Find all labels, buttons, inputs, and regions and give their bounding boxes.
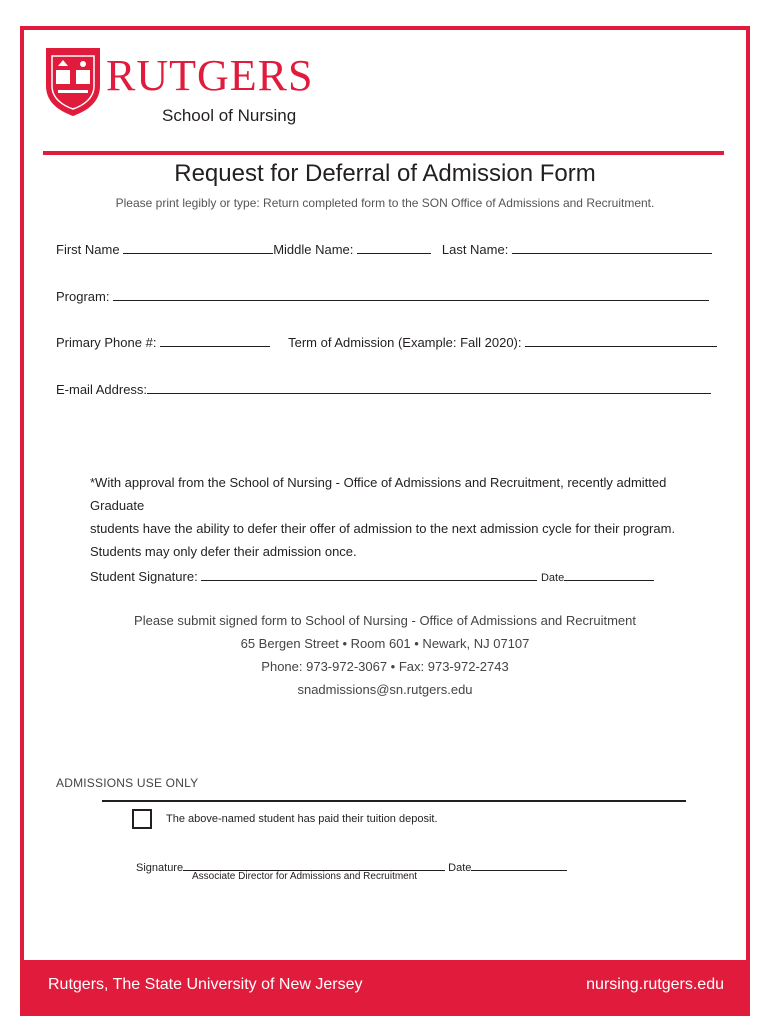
note-line: Students may only defer their admission once. <box>90 544 357 559</box>
email-label: E-mail Address: <box>56 382 148 397</box>
form-title: Request for Deferral of Admission Form <box>174 160 596 187</box>
middle-name-label: Middle Name: <box>273 242 354 257</box>
footer-bar <box>24 960 746 1012</box>
rutgers-shield-logo <box>44 46 102 118</box>
admissions-divider <box>102 800 686 802</box>
program-field[interactable] <box>113 287 709 301</box>
admin-date-field[interactable] <box>471 859 567 871</box>
footer-university: Rutgers, The State University of New Jersey <box>48 976 363 993</box>
tuition-deposit-checkbox[interactable] <box>132 809 152 829</box>
date-field[interactable] <box>564 567 654 581</box>
office-email[interactable]: snadmissions@sn.rutgers.edu <box>297 682 473 697</box>
school-name: School of Nursing <box>162 106 297 125</box>
term-field[interactable] <box>525 333 717 347</box>
student-signature-field[interactable] <box>201 567 537 581</box>
program-row <box>56 287 709 304</box>
name-row <box>56 240 712 257</box>
footer-website[interactable]: nursing.rutgers.edu <box>586 976 724 993</box>
admissions-use-only-label: ADMISSIONS USE ONLY <box>56 776 199 790</box>
rutgers-wordmark: RUTGERS <box>106 51 314 100</box>
last-name-label: Last Name: <box>441 242 509 257</box>
email-row <box>56 380 711 397</box>
admin-date-label: Date <box>448 862 472 874</box>
deferral-note <box>90 471 720 563</box>
admin-role: Associate Director for Admissions and Recruitment <box>192 871 418 882</box>
office-address: 65 Bergen Street • Room 601 • Newark, NJ 07107 <box>240 636 530 651</box>
term-label: Term of Admission (Example: Fall 2020): <box>288 335 522 350</box>
program-label: Program: <box>56 289 110 304</box>
tuition-deposit-text: The above-named student has paid their tuition deposit. <box>166 813 438 825</box>
office-phone-fax: Phone: 973-972-3067 • Fax: 973-972-2743 <box>261 659 509 674</box>
last-name-field[interactable] <box>512 240 712 254</box>
student-signature-row <box>90 567 654 584</box>
phone-term-row <box>56 333 717 350</box>
student-signature-label: Student Signature: <box>90 569 198 584</box>
note-line: *With approval from the School of Nursing - Office of Admissions and Recruitment, recently admitted Graduate <box>90 475 667 513</box>
email-field[interactable] <box>147 380 711 394</box>
date-label: Date <box>540 572 565 584</box>
phone-field[interactable] <box>160 333 270 347</box>
middle-name-field[interactable] <box>357 240 431 254</box>
header-divider <box>43 151 724 155</box>
first-name-field[interactable] <box>123 240 273 254</box>
submit-instructions: Please submit signed form to School of Nursing - Office of Admissions and Recruitment <box>134 613 636 628</box>
phone-label: Primary Phone #: <box>56 335 157 350</box>
note-line: students have the ability to defer their offer of admission to the next admission cycle for their program. <box>90 521 676 536</box>
form-instructions: Please print legibly or type: Return completed form to the SON Office of Admissions and Recruitment. <box>115 196 655 210</box>
admin-signature-field[interactable] <box>183 859 445 871</box>
first-name-label: First Name <box>56 242 120 257</box>
admin-signature-label: Signature <box>136 862 184 874</box>
